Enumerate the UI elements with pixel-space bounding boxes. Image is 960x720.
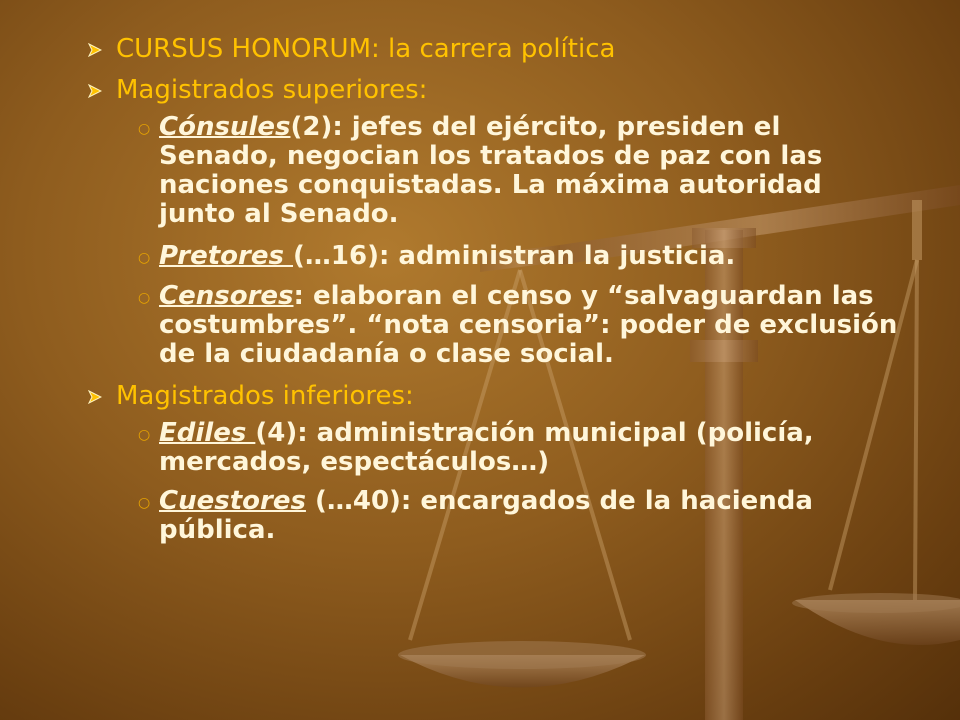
list-item-pretores	[138, 242, 898, 271]
list-item-text	[159, 113, 898, 229]
description: (…16): administran la justicia.	[293, 241, 736, 271]
hollow-circle-bullet-icon: ○	[138, 121, 151, 137]
title-item	[88, 34, 615, 64]
section-heading: Magistrados inferiores:	[116, 381, 414, 411]
term: Censores	[159, 281, 294, 311]
description: : elaboran el censo y “salvaguardan las costumbres”. “nota censoria”: poder de exclusión de la ciudadanía o clase social.	[159, 281, 898, 369]
description: (…40): encargados de la hacienda pública.	[159, 486, 813, 545]
list-item-consules	[138, 113, 898, 229]
term: Ediles	[159, 418, 256, 448]
term: Cuestores	[159, 486, 306, 516]
term: Pretores	[159, 241, 293, 271]
arrowhead-bullet-icon	[88, 84, 102, 98]
section-heading-inferiores	[88, 381, 414, 411]
list-item-text	[159, 487, 898, 545]
description: (2): jefes del ejército, presiden el Senado, negocian los tratados de paz con las naciones conquistadas. La máxima autoridad junto al Senado.	[159, 112, 823, 229]
list-item-ediles	[138, 419, 898, 477]
description: (4): administración municipal (policía, mercados, espectáculos…)	[159, 418, 814, 477]
list-item-cuestores	[138, 487, 898, 545]
list-item-text	[159, 282, 898, 369]
hollow-circle-bullet-icon: ○	[138, 290, 151, 306]
list-item-text	[159, 242, 898, 271]
section-heading: Magistrados superiores:	[116, 75, 428, 105]
arrowhead-bullet-icon	[88, 43, 102, 57]
slide-title: CURSUS HONORUM: la carrera política	[116, 34, 616, 64]
term: Cónsules	[159, 112, 291, 142]
list-item-censores	[138, 282, 898, 369]
hollow-circle-bullet-icon: ○	[138, 250, 151, 266]
list-item-text	[159, 419, 898, 477]
hollow-circle-bullet-icon: ○	[138, 495, 151, 511]
section-heading-superiores	[88, 75, 427, 105]
hollow-circle-bullet-icon: ○	[138, 427, 151, 443]
arrowhead-bullet-icon	[88, 390, 102, 404]
